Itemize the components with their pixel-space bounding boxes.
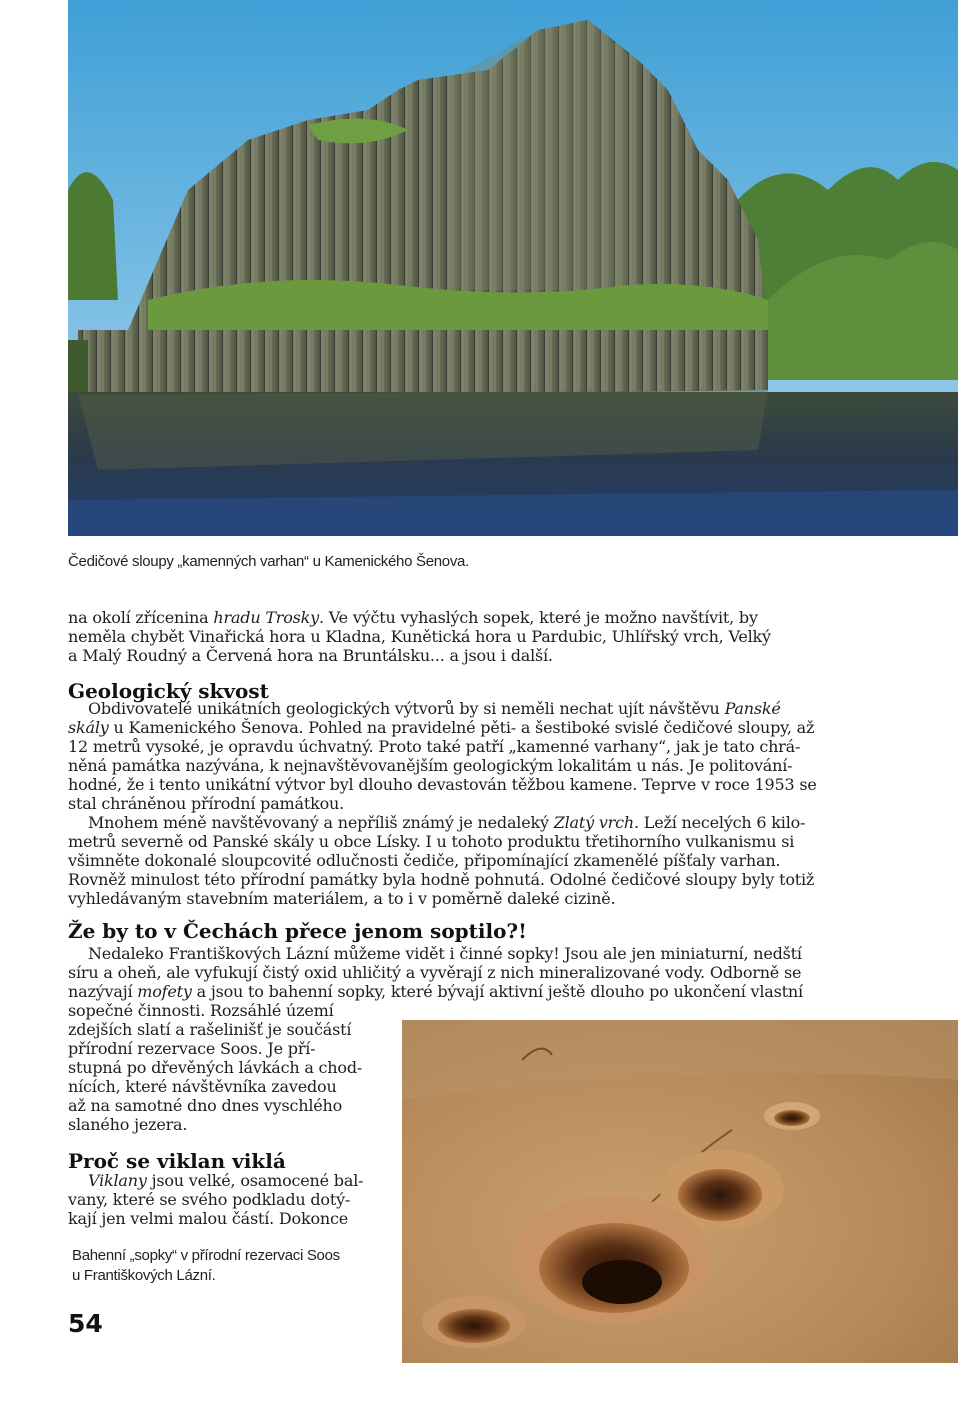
section-heading-viklan: Proč se viklan viklá: [68, 1149, 286, 1173]
intro-line-2: neměla chybět Vinařická hora u Kladna, Kunětická hora u Pardubic, Uhlířský vrch, Velký: [68, 627, 771, 646]
intro-text: na okolí zřícenina: [68, 608, 214, 627]
geo-text: Mnohem méně navštěvovaný a nepříliš známý je nedaleký: [88, 813, 554, 832]
geo-line: [68, 699, 948, 718]
cechy-line: zdejších slatí a rašelinišť je součástí: [68, 1020, 352, 1039]
geo-italic: skály: [68, 718, 109, 737]
geo-text: u Kamenického Šenova. Pohled na pravidelné pěti- a šestiboké svislé čedičové sloupy, až: [108, 718, 815, 737]
geo-line: stal chráněnou přírodní památkou.: [68, 794, 345, 813]
cechy-line: sopečné činnosti. Rozsáhlé území: [68, 1001, 334, 1020]
geo-line: [68, 718, 948, 737]
cechy-text: a jsou to bahenní sopky, které bývají aktivní ještě dlouho po ukončení vlastní: [191, 982, 803, 1001]
intro-line-1: [68, 608, 948, 627]
cechy-line: přírodní rezervace Soos. Je pří-: [68, 1039, 316, 1058]
viklan-line: kají jen velmi malou částí. Dokonce: [68, 1209, 349, 1228]
cechy-line: slaného jezera.: [68, 1115, 188, 1134]
cechy-line: nících, které návštěvníka zavedou: [68, 1077, 337, 1096]
top-photo-caption: Čedičové sloupy „kamenných varhan“ u Kamenického Šenova.: [68, 553, 469, 570]
cechy-text: nazývají: [68, 982, 138, 1001]
cechy-italic: mofety: [137, 982, 192, 1001]
section-heading-soptilo: Že by to v Čechách přece jenom soptilo?!: [68, 919, 527, 943]
page-number: 54: [68, 1309, 103, 1338]
cechy-line: až na samotné dno dnes vyschlého: [68, 1096, 343, 1115]
intro-text: . Ve výčtu vyhaslých sopek, které je možno navštívit, by: [319, 608, 758, 627]
viklan-line: [68, 1171, 398, 1190]
geo-text: . Leží necelých 6 kilo-: [634, 813, 806, 832]
mud-volcano-photo: [402, 1020, 958, 1363]
geo-line: 12 metrů vysoké, je opravdu úchvatný. Proto také patří „kamenné varhany“, jak je tato chrá-: [68, 737, 801, 756]
basalt-columns-photo: [68, 0, 958, 536]
soptilo-text-wide: [68, 944, 948, 1001]
viklan-italic: Viklany: [88, 1171, 147, 1190]
geo-line: hodné, že i tento unikátní výtvor byl dlouho devastován těžbou kamene. Teprve v roce 1953 se: [68, 775, 817, 794]
geo-line: Rovněž minulost této přírodní památky byla hodně pohnutá. Odolné čedičové sloupy byly totiž: [68, 870, 815, 889]
geologicky-skvost-text: [68, 699, 948, 908]
cechy-line: síru a oheň, ale vyfukují čistý oxid uhličitý a vyvěrají z nich mineralizované vody. Odborně se: [68, 963, 802, 982]
cechy-line: stupná po dřevěných lávkách a chod-: [68, 1058, 363, 1077]
soptilo-text-column: [68, 1001, 398, 1134]
geo-text: Obdivovatelé unikátních geologických výtvorů by si neměli nechat ujít návštěvu: [88, 699, 725, 718]
intro-line-3: a Malý Roudný a Červená hora na Bruntálsku... a jsou i další.: [68, 646, 553, 665]
viklan-text: [68, 1171, 398, 1228]
geo-line: něná památka nazývána, k nejnavštěvovanějším geologickým lokalitám u nás. Je politování-: [68, 756, 793, 775]
section-heading-geologicky-skvost: Geologický skvost: [68, 679, 269, 703]
caption-line: Bahenní „sopky“ v přírodní rezervaci Soos: [72, 1247, 340, 1264]
geo-line: [68, 813, 948, 832]
viklan-text-span: jsou velké, osamocené bal-: [146, 1171, 364, 1190]
geo-italic: Panské: [724, 699, 781, 718]
bottom-photo-caption: [72, 1246, 392, 1286]
geo-line: metrů severně od Panské skály u obce Lísky. I u tohoto produktu třetihorního vulkanismu si: [68, 832, 795, 851]
geo-italic: Zlatý vrch: [553, 813, 635, 832]
viklan-line: vany, které se svého podkladu dotý-: [68, 1190, 351, 1209]
intro-italic: hradu Trosky: [213, 608, 320, 627]
geo-line: všimněte dokonalé sloupcovité odlučnosti čediče, připomínající zkamenělé píšťaly varhan.: [68, 851, 781, 870]
cechy-line: Nedaleko Františkových Lázní můžeme vidět i činné sopky! Jsou ale jen miniaturní, nedští: [88, 944, 802, 963]
intro-paragraph: [68, 608, 948, 665]
caption-line: u Františkových Lázní.: [72, 1267, 216, 1284]
cechy-line: [68, 982, 948, 1001]
geo-line: vyhledávaným stavebním materiálem, a to i v poměrně daleké cizině.: [68, 889, 616, 908]
